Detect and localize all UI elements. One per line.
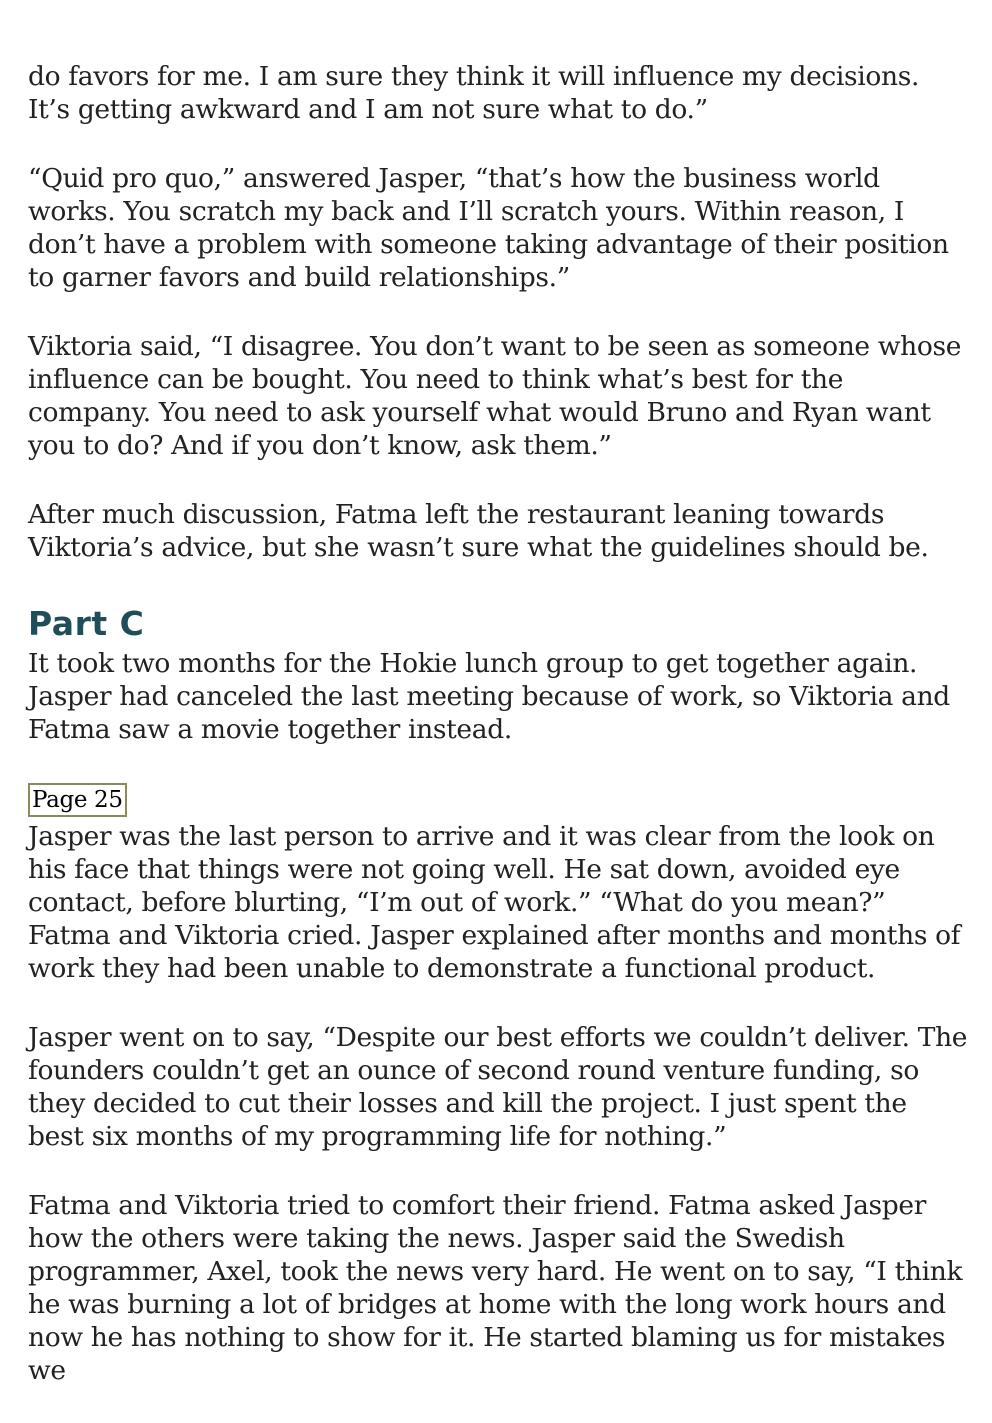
paragraph: Jasper went on to say, “Despite our best efforts we couldn’t deliver. The founders couldn’t get an ounce of second round venture funding, so they decided to cut their losses and kill the project. I just spent the best six months of my programming life for nothing.” [28, 1022, 968, 1152]
paragraph: do favors for me. I am sure they think it will influence my decisions. It’s getting awkward and I am not sure what to do.” [28, 61, 920, 125]
section-intro: It took two months for the Hokie lunch group to get together again. Jasper had canceled the last meeting because of work, so Viktoria and Fatma saw a movie together instead. [28, 648, 950, 745]
paragraph: After much discussion, Fatma left the restaurant leaning towards Viktoria’s advice, but she wasn’t sure what the guidelines should be. [28, 499, 929, 563]
paragraph: “Quid pro quo,” answered Jasper, “that’s how the business world works. You scratch my back and I’ll scratch yours. Within reason, I don’t have a problem with someone taking advantage of their position to garner favors and build relationships.” [28, 163, 949, 293]
paragraph: Jasper was the last person to arrive and it was clear from the look on his face that things were not going well. He sat down, avoided eye contact, before blurting, “I’m out of work.” “What do you mean?” Fatma and Viktoria cried. Jasper explained after months and months of work they had been unable to demonstrate a functional product. [28, 821, 961, 984]
document-page [28, 60, 968, 1423]
page-number-marker: Page 25 [28, 783, 127, 817]
paragraph: Fatma and Viktoria tried to comfort their friend. Fatma asked Jasper how the others were taking the news. Jasper said the Swedish programmer, Axel, took the news very hard. He went on to say, “I think he was burning a lot of bridges at home with the long work hours and now he has nothing to show for it. He started blaming us for mistakes we [28, 1190, 963, 1386]
paragraph: Viktoria said, “I disagree. You don’t want to be seen as someone whose influence can be bought. You need to think what’s best for the company. You need to ask yourself what would Bruno and Ryan want you to do? And if you don’t know, ask them.” [28, 331, 962, 461]
section-heading: Part C [28, 604, 145, 643]
